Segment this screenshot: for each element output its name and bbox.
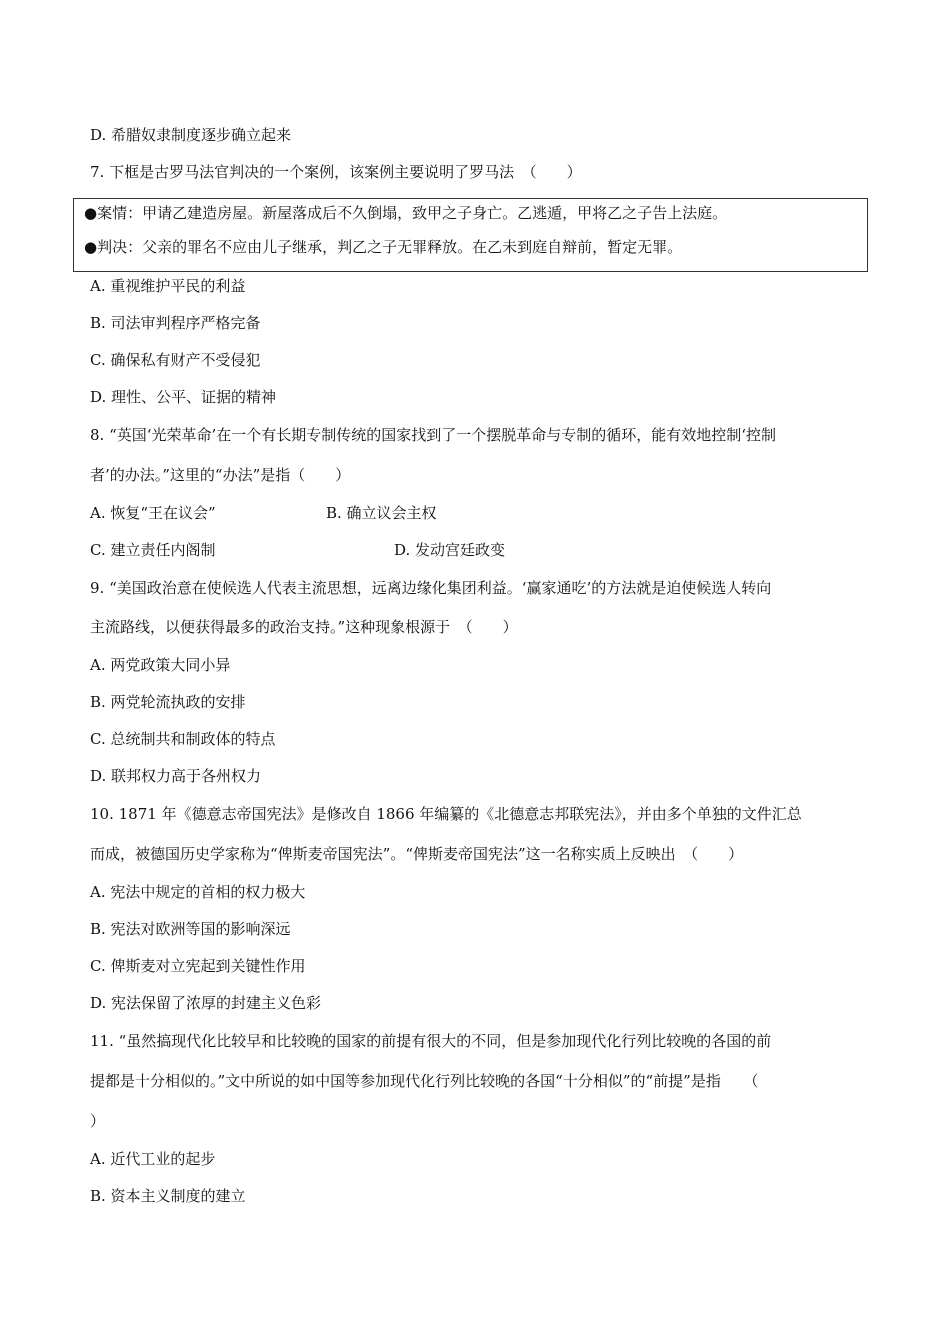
q8-stem-line1: 8. “英国‘光荣革命’在一个有长期专制传统的国家找到了一个摆脱革命与专制的循环，能有效地控制‘控制 — [90, 426, 777, 444]
q9-option-c: C. 总统制共和制政体的特点 — [90, 730, 276, 748]
q9-option-b: B. 两党轮流执政的安排 — [90, 693, 246, 711]
q6-option-d: D. 希腊奴隶制度逐步确立起来 — [90, 126, 292, 144]
q10-stem-line1: 10. 1871 年《德意志帝国宪法》是修改自 1866 年编纂的《北德意志邦联宪法》，并由多个单独的文件汇总 — [90, 805, 802, 823]
q7-option-c: C. 确保私有财产不受侵犯 — [90, 351, 261, 369]
q9-option-a: A. 两党政策大同小异 — [90, 656, 231, 674]
q10-option-a: A. 宪法中规定的首相的权力极大 — [90, 883, 306, 901]
q9-option-d: D. 联邦权力高于各州权力 — [90, 767, 262, 785]
q9-stem-line2: 主流路线，以便获得最多的政治支持。”这种现象根源于 （ ） — [90, 618, 518, 636]
q7-option-b: B. 司法审判程序严格完备 — [90, 314, 261, 332]
q8-options-row1 — [90, 502, 860, 524]
q8-option-d: D. 发动宫廷政变 — [394, 541, 506, 559]
q8-option-a: A. 恢复“王在议会” — [90, 504, 216, 522]
q11-stem-line3: ） — [90, 1112, 106, 1130]
q10-stem-line2: 而成，被德国历史学家称为“俾斯麦帝国宪法”。“俾斯麦帝国宪法”这一名称实质上反映出 （ ） — [90, 845, 744, 863]
q7-option-d: D. 理性、公平、证据的精神 — [90, 388, 277, 406]
q7-case-box — [73, 198, 868, 272]
q8-option-b: B. 确立议会主权 — [326, 504, 437, 522]
q7-stem: 7. 下框是古罗马法官判决的一个案例，该案例主要说明了罗马法 （ ） — [90, 163, 582, 181]
q9-stem-line1: 9. “美国政治意在使候选人代表主流思想，远离边缘化集团利益。‘赢家通吃’的方法就是迫使候选人转向 — [90, 579, 772, 597]
q11-stem-line1: 11. “虽然搞现代化比较早和比较晚的国家的前提有很大的不同，但是参加现代化行列比较晚的各国的前 — [90, 1032, 772, 1050]
q8-option-c: C. 建立责任内阁制 — [90, 541, 216, 559]
q7-case-line: ●案情：甲请乙建造房屋。新屋落成后不久倒塌，致甲之子身亡。乙逃遁，甲将乙之子告上法庭。 — [84, 204, 728, 222]
q10-option-d: D. 宪法保留了浓厚的封建主义色彩 — [90, 994, 322, 1012]
q7-verdict-line: ●判决：父亲的罪名不应由儿子继承，判乙之子无罪释放。在乙未到庭自辩前，暂定无罪。 — [84, 238, 683, 256]
q8-stem-line2: 者’的办法。”这里的“办法”是指（ ） — [90, 466, 351, 484]
q11-option-b: B. 资本主义制度的建立 — [90, 1187, 246, 1205]
q10-option-c: C. 俾斯麦对立宪起到关键性作用 — [90, 957, 306, 975]
q10-option-b: B. 宪法对欧洲等国的影响深远 — [90, 920, 291, 938]
q8-options-row2 — [90, 539, 860, 561]
q11-option-a: A. 近代工业的起步 — [90, 1150, 216, 1168]
q11-stem-line2: 提都是十分相似的。”文中所说的如中国等参加现代化行列比较晚的各国“十分相似”的“前提”是指 （ — [90, 1072, 759, 1090]
q7-option-a: A. 重视维护平民的利益 — [90, 277, 246, 295]
